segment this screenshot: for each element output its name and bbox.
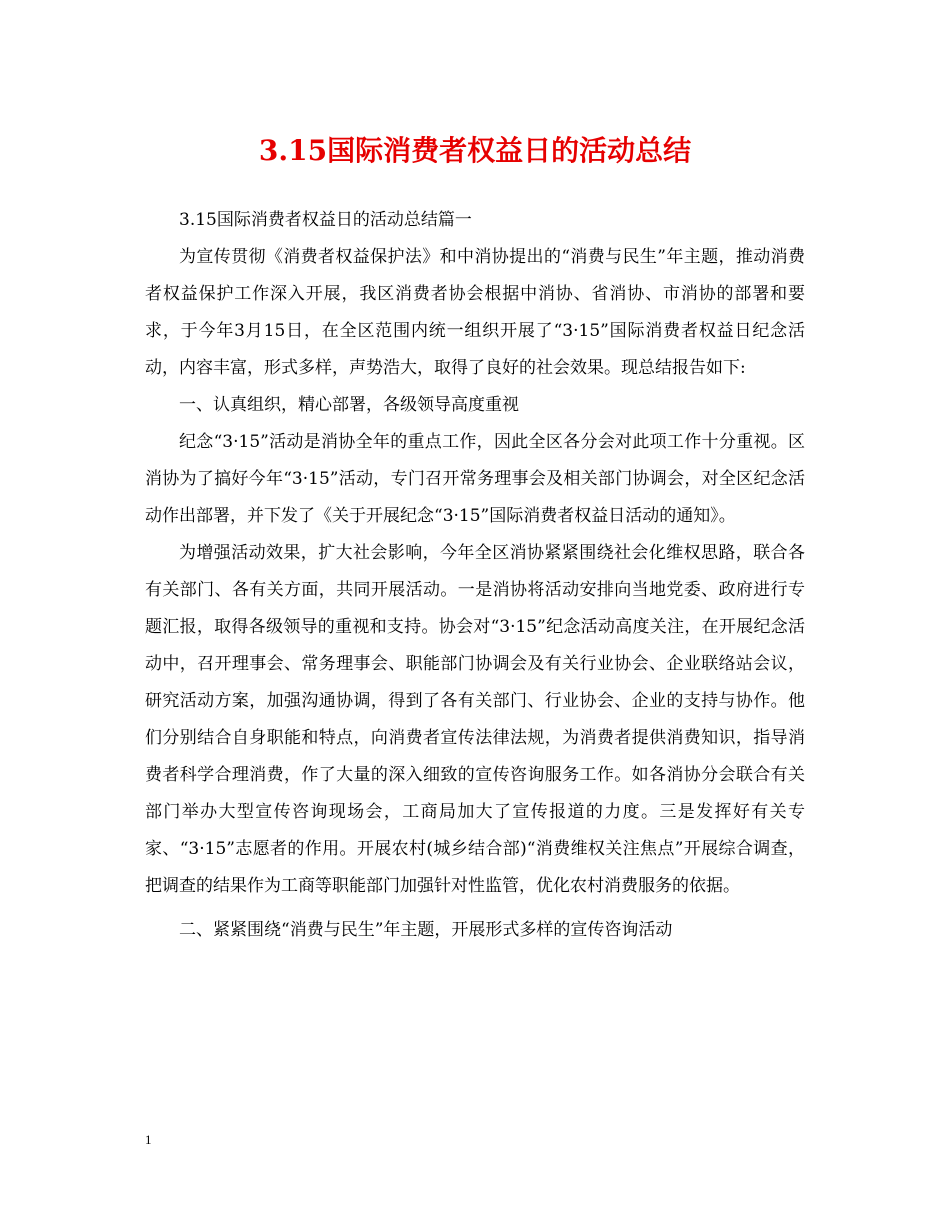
paragraph-planning: 纪念“3·15”活动是消协全年的重点工作，因此全区各分会对此项工作十分重视。区消协为了搞好今年“3·15”活动，专门召开常务理事会及相关部门协调会，对全区纪念活动作出部署，并下发了《关于开展纪念“3·15”国际消费者权益日活动的通知》。: [145, 432, 805, 526]
section-heading-part-one: 3.15国际消费者权益日的活动总结篇一: [179, 210, 472, 230]
intro-paragraph: 为宣传贯彻《消费者权益保护法》和中消协提出的“消费与民生”年主题，推动消费者权益保护工作深入开展，我区消费者协会根据中消协、省消协、市消协的部署和要求，于今年3月15日，在全区范围内统一组织开展了“3·15”国际消费者权益日纪念活动，内容丰富，形式多样，声势浩大，取得了良好的社会效果。现总结报告如下:: [145, 247, 805, 378]
section-heading-two: 二、紧紧围绕“消费与民生”年主题，开展形式多样的宣传咨询活动: [179, 920, 673, 940]
paragraph-cooperation: 为增强活动效果，扩大社会影响，今年全区消协紧紧围绕社会化维权思路，联合各有关部门、各有关方面，共同开展活动。一是消协将活动安排向当地党委、政府进行专题汇报，取得各级领导的重视和支持。协会对“3·15”纪念活动高度关注，在开展纪念活动中，召开理事会、常务理事会、职能部门协调会及有关行业协会、企业联络站会议，研究活动方案，加强沟通协调，得到了各有关部门、行业协会、企业的支持与协作。他们分别结合自身职能和特点，向消费者宣传法律法规，为消费者提供消费知识，指导消费者科学合理消费，作了大量的深入细致的宣传咨询服务工作。如各消协分会联合有关部门举办大型宣传咨询现场会，工商局加大了宣传报道的力度。三是发挥好有关专家、“3·15”志愿者的作用。开展农村(城乡结合部)“消费维权关注焦点”开展综合调查，把调查的结果作为工商等职能部门加强针对性监管，优化农村消费服务的依据。: [145, 543, 805, 896]
page-number: 1: [145, 1132, 152, 1147]
document-title: 3.15国际消费者权益日的活动总结: [258, 134, 692, 167]
section-heading-one: 一、认真组织，精心部署，各级领导高度重视: [179, 395, 519, 415]
document-body: [145, 202, 805, 949]
